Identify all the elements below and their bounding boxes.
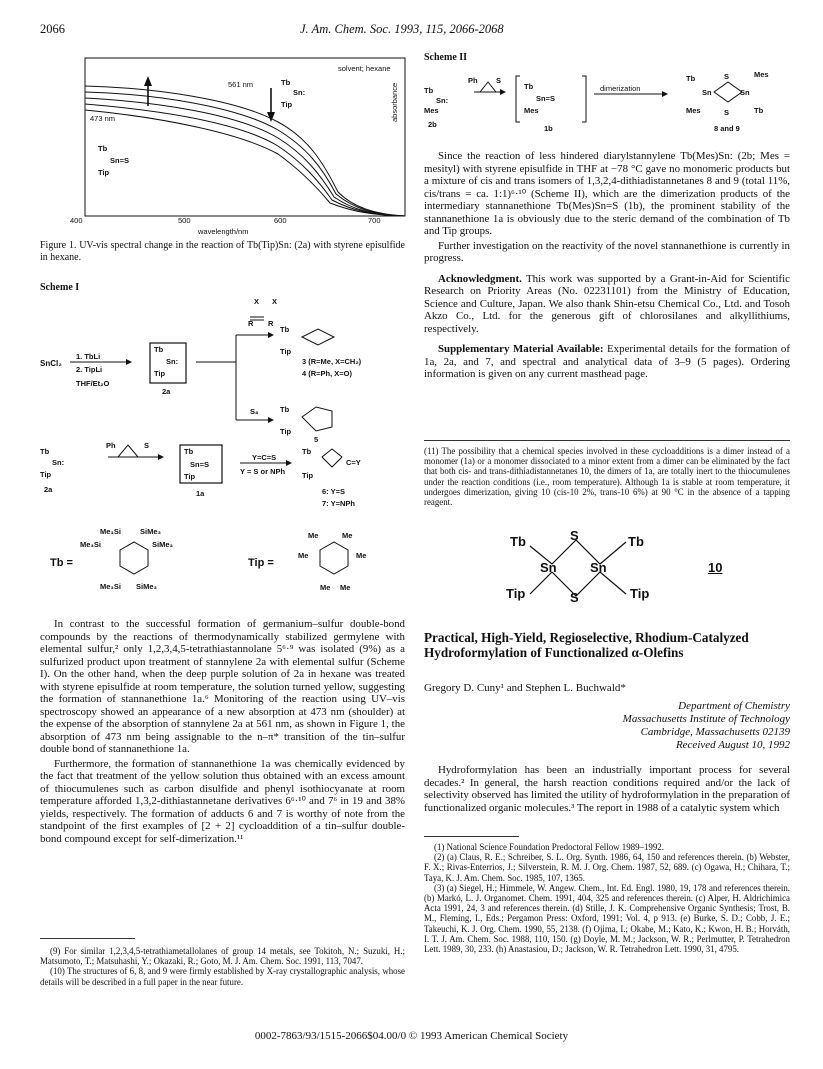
supplementary-body: Experimental details for the formation of 1a, 2a, and 7, and spectral and analytical data of 3–9 (5 pages). Ordering information is given on any current masthead page. (424, 343, 790, 380)
s2-mes: Mes (424, 106, 439, 115)
s1-tb-6: Tb (302, 447, 312, 456)
s1-x2: X (272, 297, 278, 306)
affiliation-city: Cambridge, Massachusetts 02139 (640, 726, 790, 738)
s1-sime3-3: SiMe₃ (136, 582, 157, 591)
scheme-2-title: Scheme II (424, 52, 468, 63)
supplementary-head: Supplementary Material Available: (438, 343, 604, 355)
s10-tip2: Tip (630, 586, 650, 601)
s2-products: 8 and 9 (714, 124, 740, 133)
s2-sn: Sn: (436, 96, 449, 105)
s1-ydef: Y = S or NPh (240, 467, 286, 476)
affiliation-inst: Massachusetts Institute of Technology (622, 713, 790, 725)
s10-tip1: Tip (506, 586, 526, 601)
peak-561-label: 561 nm (228, 80, 254, 89)
s1-label7: 7: Y=NPh (322, 499, 355, 508)
s1-label-1a: 1a (196, 489, 205, 498)
s1-sn-2a: Sn: (52, 458, 65, 467)
scheme-1-title: Scheme I (40, 282, 80, 293)
affiliation-dept: Department of Chemistry (678, 700, 790, 712)
left-footnote-rule (40, 938, 135, 939)
figure-1-caption: Figure 1. UV-vis spectral change in the reaction of Tb(Tip)Sn: (2a) with styrene episulfide in hexane. (40, 240, 405, 263)
s2-s-p: S (724, 72, 730, 81)
fig-tb2-label: Tb (98, 144, 108, 153)
s1-sime3-2: SiMe₃ (152, 540, 173, 549)
structure-10 (480, 520, 780, 610)
s2-sn-p2: Sn (740, 88, 750, 97)
acknowledgment (424, 273, 790, 336)
right-footnotes (424, 842, 790, 954)
s1-cy: C=Y (346, 458, 361, 467)
fig-tb-label: Tb (281, 78, 291, 87)
footnote-9: (9) For similar 1,2,3,4,5-tetrathiametallolanes of group 14 metals, see Tokitoh, N.; Suzuki, H.; Matsumoto, T.; Matsuhashi, Y.; Okazaki, R.; Goto, M. J. Am. Chem. Soc. 1991, 113, 7047. (40, 946, 405, 967)
s2-tb: Tb (424, 86, 434, 95)
s1-x: X (254, 297, 260, 306)
solvent-label: solvent; hexane (338, 64, 391, 73)
s1-tb-1a: Tb (184, 447, 194, 456)
s1-tb-eq: Tb = (50, 557, 73, 569)
s1-label4: 4 (R=Ph, X=O) (302, 369, 353, 378)
fig-tip-label: Tip (281, 100, 293, 109)
s1-tb: Tb (154, 345, 164, 354)
s1-me1: Me (308, 531, 319, 540)
s2-mes-p2: Mes (686, 106, 701, 115)
tick-600: 600 (274, 216, 287, 225)
s2-mes-1b: Mes (524, 106, 539, 115)
s1-s8: S₈ (250, 407, 259, 416)
s2-tb-p2: Tb (754, 106, 764, 115)
right-footnote-rule (424, 836, 519, 837)
figure-1 (38, 52, 408, 236)
scheme-1-drawing (40, 295, 410, 615)
s1-sns-1a: Sn=S (190, 460, 209, 469)
s2-ph: Ph (468, 76, 478, 85)
article-affiliation (424, 700, 790, 752)
s1-label5: 5 (314, 435, 319, 444)
s1-label-2a: 2a (162, 387, 171, 396)
s1-step1: 1. TbLi (76, 352, 101, 361)
s10-s1: S (570, 528, 579, 543)
s1-label-2a-b: 2a (44, 485, 53, 494)
s1-ph: Ph (106, 441, 116, 450)
left-paragraph-2: Furthermore, the formation of stannanethione 1a was chemically evidenced by the fact that treatment of the yellow solution thus obtained with an excess amount of thiocumulenes such as carbon disulfide and phenyl isothiocyanate at room temperature afforded 1,3,2-dithiastannetane derivatives 6⁶·¹⁰ and 7⁶ in 19 and 38% yields, respectively. The formation of adducts 6 and 7 is worthy of note from the standpoint of the first examples of [2 + 2] cycloaddition of a tin–sulfur double-bond compound except for self-dimerization.¹¹ (40, 757, 405, 845)
s1-tb5: Tb (280, 405, 290, 414)
s2-s: S (496, 76, 502, 85)
s2-tb-1b: Tb (524, 82, 534, 91)
y-axis-label: absorbance (390, 82, 399, 122)
s1-tip-eq: Tip = (248, 557, 274, 569)
s1-me3si-3: Me₃Si (100, 582, 121, 591)
s1-label6: 6: Y=S (322, 487, 346, 496)
scheme-2 (424, 64, 794, 134)
s2-sns: Sn=S (536, 94, 555, 103)
s1-step2: 2. TipLi (76, 365, 103, 374)
page-footer: 0002-7863/93/1515-2066$04.00/0 © 1993 American Chemical Society (254, 1030, 569, 1042)
article-body (424, 764, 790, 816)
tick-700: 700 (368, 216, 381, 225)
fig-tip2-label: Tip (98, 168, 110, 177)
right-body (424, 150, 790, 383)
footnote-10: (10) The structures of 6, 8, and 9 were firmly established by X-ray crystallographic analysis, whose details will be described in a full paper in the near future. (40, 966, 405, 987)
s10-label: 10 (708, 560, 723, 575)
fig-sns-label: Sn=S (110, 156, 129, 165)
s1-me6: Me (340, 583, 351, 592)
footnote-1: (1) National Science Foundation Predoctoral Fellow 1989–1992. (434, 842, 664, 852)
s2-tb-p: Tb (686, 74, 696, 83)
s2-sn-p1: Sn (702, 88, 712, 97)
s10-tb2: Tb (628, 534, 644, 549)
s1-me3si-2: Me₃Si (80, 540, 101, 549)
article-authors: Gregory D. Cuny¹ and Stephen L. Buchwald* (424, 682, 626, 694)
s10-s2: S (570, 590, 579, 605)
acknowledgment-body: This work was supported by a Grant-in-Aid for Scientific Research on Priority Areas (No. 02231101) from the Ministry of Education, Science and Culture, Japan. We also thank Shin-etsu Chemical Co., Ltd. and Tosoh Akzo Co., Ltd. for the generous gift of chlorosilanes and alkyllithiums, respectively. (424, 272, 790, 335)
s1-me5: Me (320, 583, 331, 592)
left-paragraph-1: In contrast to the successful formation of germanium–sulfur double-bond compounds by the reactions of thermodynamically stabilized germylene with elemental sulfur,² only 1,2,3,4,5-tetrathiastannolane 5⁶·⁹ was isolated (9%) as a sulfurized product upon treatment of stannylene 2a with elemental sulfur (Scheme I). On the other hand, when the deep purple solution of 2a in hexane was treated with styrene episulfide at room temperature, the solution turned yellow, suggesting the formation of stannanethione 1a.⁶ Monitoring of the reaction using UV–vis spectroscopy showed an appearance of a new absorption at 473 nm (shoulder) at the expense of the absorption of stannylene 2a at 561 nm, as shown in Figure 1, the absorption of 473 nm being assignable to the n–π* transition of the tin–sulfur double bond of stannanethione 1a. (40, 618, 405, 755)
s1-tip-1a: Tip (184, 472, 196, 481)
s1-tip: Tip (154, 369, 166, 378)
footnote-11-rule (424, 440, 790, 441)
s2-label-1b: 1b (544, 124, 553, 133)
footnote-11: (11) The possibility that a chemical species involved in these cycloadditions is a dimer instead of a monomer (1a) or a monomer dissociated to a minor extent from a dimer can be eliminated by the fact that both cis- and trans-dithiadistannetanes 10, the dimers of 1a, are totally inert to the thiocumulenes under the reaction conditions (i.e., room temperature). Although 1a is stable at room temperature, it undergoes dimerization, giving 10 (cis-10 2%, trans-10 6%) at 90 °C in the absence of a tapping reagent. (424, 446, 790, 508)
s1-me3: Me (298, 551, 309, 560)
s1-me2: Me (342, 531, 353, 540)
s1-tip5: Tip (280, 427, 292, 436)
s1-ycs: Y=C=S (252, 453, 277, 462)
affiliation-received: Received August 10, 1992 (675, 739, 790, 751)
tick-400: 400 (70, 216, 83, 225)
s1-tip-2a: Tip (40, 470, 52, 479)
s1-me4: Me (356, 551, 367, 560)
x-axis-label: wavelength/nm (198, 227, 249, 236)
s1-solvent: THF/Et₂O (76, 379, 110, 388)
s1-tip3: Tip (280, 347, 292, 356)
uv-vis-spectrum (38, 52, 408, 232)
s1-label3: 3 (R=Me, X=CH₂) (302, 357, 362, 366)
s10-sn1: Sn (540, 560, 557, 575)
s2-label-2b: 2b (428, 120, 437, 129)
right-paragraph-1: Since the reaction of less hindered diarylstannylene Tb(Mes)Sn: (2b; Mes = mesityl) with styrene episulfide in THF at −78 °C gave no monomeric products but a mixture of cis and trans isomers of 1,3,2,4-dithiadistannetanes 8 and 9 (total 11%, cis/trans = ca. 1:1)⁶·¹⁰ (Scheme II), which are the dimerization products of the intermediary stannanethione Tb(Mes)Sn=S (1b), the prominent stability of the stannanethione 1a is obviously due to the steric demand of the combination of Tb and Tip groups. (424, 150, 790, 237)
right-paragraph-2: Further investigation on the reactivity of the novel stannanethione is currently in progress. (424, 239, 790, 264)
s1-sn: Sn: (166, 357, 179, 366)
left-body (40, 618, 405, 847)
s1-tip-6: Tip (302, 471, 314, 480)
s10-tb1: Tb (510, 534, 526, 549)
peak-473-label: 473 nm (90, 114, 116, 123)
tick-500: 500 (178, 216, 191, 225)
s2-dimerization: dimerization (600, 84, 641, 93)
s1-tb3: Tb (280, 325, 290, 334)
page-number: 2066 (40, 22, 65, 36)
s2-mes-p: Mes (754, 70, 769, 79)
acknowledgment-head: Acknowledgment. (438, 272, 522, 285)
s1-s: S (144, 441, 150, 450)
article-title: Practical, High-Yield, Regioselective, Rhodium-Catalyzed Hydroformylation of Functionalized α-Olefins (424, 630, 749, 660)
running-header: J. Am. Chem. Soc. 1993, 115, 2066-2068 (300, 22, 504, 36)
s10-sn2: Sn (590, 560, 607, 575)
footnote-3: (3) (a) Siegel, H.; Himmele, W. Angew. Chem., Int. Ed. Engl. 1980, 19, 178 and references therein. (b) Markó, L. J. Organomet. Chem. 1991, 404, 325 and references therein. (c) Alper, H. Aldrichimica Acta 1991, 24, 3 and references therein. (d) Stille, J. K. Comprehensive Organic Synthesis; Trost, B. M., Fleming, I., Eds.; Pergamon Press: Oxford, 1991; Vol. 4, p 913. (e) Burke, S. D.; Cobb, J. E.; Takeuchi, K. J. Org. Chem. 1990, 55, 2138. (f) Ojima, I.; Okabe, M.; Kato, K.; Kwon, H. B.; Horváth, I. T. J. Am. Chem. Soc. 1988, 110, 150. (g) Doyle, M. M.; Jackson, W. R.; Perlmutter, P. Tetrahedron Lett. 1989, 30, 233. (h) Anastasiou, D.; Jackson, W. R. Tetrahedron Lett. 1990, 31, 4795. (424, 882, 790, 955)
s1-tb-2a: Tb (40, 447, 50, 456)
s1-me3si-1: Me₃Si (100, 527, 121, 536)
s1-sncl2: SnCl₂ (40, 359, 62, 368)
supplementary (424, 343, 790, 381)
s1-sime3-1: SiMe₃ (140, 527, 161, 536)
footnote-2: (2) (a) Claus, R. E.; Schreiber, S. L. Org. Synth. 1986, 64, 150 and references therein. (b) Webster, F. X.; Rivas-Enterrios, J.; Silverstein, R. M. J. Org. Chem. 1987, 52, 689. (c) Ogawa, H.; Chihara, T.; Taya, K. J. Am. Chem. Soc. 1985, 107, 1365. (424, 852, 790, 883)
article-paragraph-1: Hydroformylation has been an industrially important process for several decades.² In general, the harsh reaction conditions required and/or the lack of selectivity observed has limited the utility of hydroformylation in the preparation of functionalized organic molecules.³ The report in 1988 of a catalytic system which (424, 764, 790, 814)
left-footnotes (40, 946, 405, 987)
s1-r2: R (268, 319, 274, 328)
scheme-1 (40, 295, 410, 615)
s1-r: R (248, 319, 254, 328)
fig-sn-label: Sn: (293, 88, 306, 97)
s2-s-p2: S (724, 108, 730, 117)
